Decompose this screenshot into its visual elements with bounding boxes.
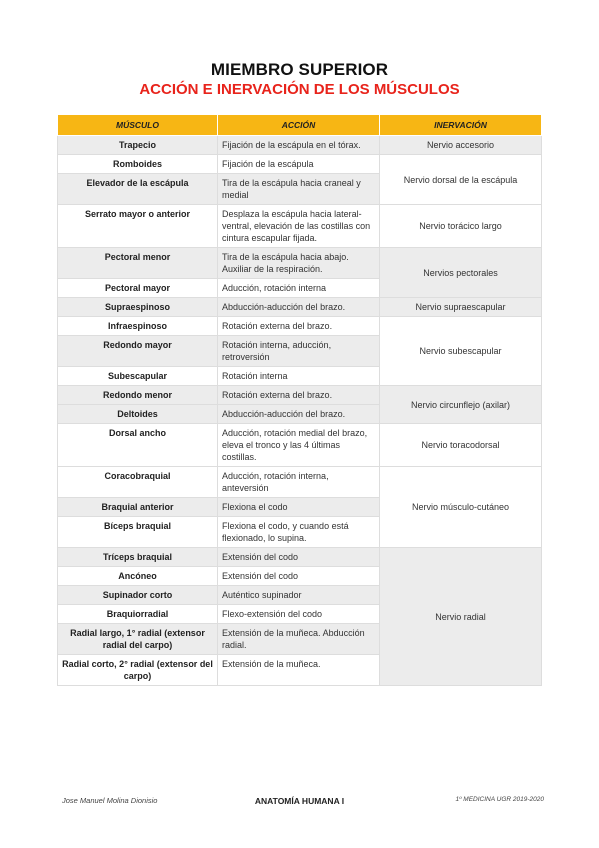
action-cell: Rotación interna, aducción, retroversión <box>218 336 380 367</box>
action-cell: Flexo-extensión del codo <box>218 605 380 624</box>
muscle-cell: Redondo mayor <box>58 336 218 367</box>
action-cell: Auténtico supinador <box>218 586 380 605</box>
table-row <box>58 136 542 155</box>
table-row <box>58 467 542 498</box>
nerve-cell: Nervio subescapular <box>380 317 542 386</box>
action-cell: Fijación de la escápula en el tórax. <box>218 136 380 155</box>
nerve-cell: Nervio toracodorsal <box>380 424 542 467</box>
action-cell: Aducción, rotación interna, anteversión <box>218 467 380 498</box>
muscle-cell: Romboides <box>58 155 218 174</box>
action-cell: Aducción, rotación medial del brazo, eleva el tronco y las 4 últimas costillas. <box>218 424 380 467</box>
action-cell: Fijación de la escápula <box>218 155 380 174</box>
muscle-cell: Radial largo, 1° radial (extensor radial del carpo) <box>58 624 218 655</box>
muscle-cell: Supraespinoso <box>58 298 218 317</box>
muscle-cell: Braquial anterior <box>58 498 218 517</box>
action-cell: Rotación externa del brazo. <box>218 317 380 336</box>
table-row <box>58 298 542 317</box>
muscle-cell: Bíceps braquial <box>58 517 218 548</box>
nerve-cell: Nervio accesorio <box>380 136 542 155</box>
action-cell: Rotación interna <box>218 367 380 386</box>
action-cell: Flexiona el codo <box>218 498 380 517</box>
nerve-cell: Nervio circunflejo (axilar) <box>380 386 542 424</box>
muscle-cell: Braquiorradial <box>58 605 218 624</box>
header-innervation: INERVACIÓN <box>380 115 542 136</box>
muscle-cell: Serrato mayor o anterior <box>58 205 218 248</box>
nerve-cell: Nervios pectorales <box>380 248 542 298</box>
action-cell: Rotación externa del brazo. <box>218 386 380 405</box>
muscle-cell: Infraespinoso <box>58 317 218 336</box>
table-row <box>58 548 542 567</box>
action-cell: Tira de la escápula hacia abajo. Auxiliar de la respiración. <box>218 248 380 279</box>
muscle-cell: Pectoral mayor <box>58 279 218 298</box>
muscle-table <box>57 114 542 686</box>
muscle-cell: Dorsal ancho <box>58 424 218 467</box>
action-cell: Abducción-aducción del brazo. <box>218 298 380 317</box>
header-muscle: MÚSCULO <box>58 115 218 136</box>
action-cell: Flexiona el codo, y cuando está flexionado, lo supina. <box>218 517 380 548</box>
action-cell: Aducción, rotación interna <box>218 279 380 298</box>
table-row <box>58 248 542 279</box>
muscle-cell: Coracobraquial <box>58 467 218 498</box>
muscle-cell: Tríceps braquial <box>58 548 218 567</box>
footer-author: Jose Manuel Molina Dionisio <box>62 796 158 805</box>
action-cell: Tira de la escápula hacia craneal y medial <box>218 174 380 205</box>
header-action: ACCIÓN <box>218 115 380 136</box>
page-title: MIEMBRO SUPERIOR <box>210 60 389 79</box>
nerve-cell: Nervio dorsal de la escápula <box>380 155 542 205</box>
table-row <box>58 317 542 336</box>
muscle-cell: Supinador corto <box>58 586 218 605</box>
muscle-cell: Radial corto, 2° radial (extensor del carpo) <box>58 655 218 686</box>
page-subtitle: ACCIÓN E INERVACIÓN DE LOS MÚSCULOS <box>139 81 460 98</box>
table-row <box>58 155 542 174</box>
muscle-cell: Trapecio <box>58 136 218 155</box>
table-header-row <box>58 115 542 136</box>
nerve-cell: Nervio torácico largo <box>380 205 542 248</box>
footer-subject: ANATOMÍA HUMANA I <box>254 796 345 806</box>
nerve-cell: Nervio radial <box>380 548 542 686</box>
table-row <box>58 386 542 405</box>
muscle-cell: Ancóneo <box>58 567 218 586</box>
muscle-cell: Subescapular <box>58 367 218 386</box>
nerve-cell: Nervio supraescapular <box>380 298 542 317</box>
table-row <box>58 205 542 248</box>
muscle-cell: Deltoides <box>58 405 218 424</box>
action-cell: Extensión del codo <box>218 548 380 567</box>
action-cell: Abducción-aducción del brazo. <box>218 405 380 424</box>
muscle-cell: Redondo menor <box>58 386 218 405</box>
muscle-cell: Pectoral menor <box>58 248 218 279</box>
action-cell: Desplaza la escápula hacia lateral-ventral, elevación de las costillas con cintura escapular fijada. <box>218 205 380 248</box>
muscle-cell: Elevador de la escápula <box>58 174 218 205</box>
action-cell: Extensión de la muñeca. <box>218 655 380 686</box>
nerve-cell: Nervio músculo-cutáneo <box>380 467 542 548</box>
footer-course: 1º MEDICINA UGR 2019-2020 <box>455 796 544 803</box>
action-cell: Extensión de la muñeca. Abducción radial. <box>218 624 380 655</box>
action-cell: Extensión del codo <box>218 567 380 586</box>
table-row <box>58 424 542 467</box>
